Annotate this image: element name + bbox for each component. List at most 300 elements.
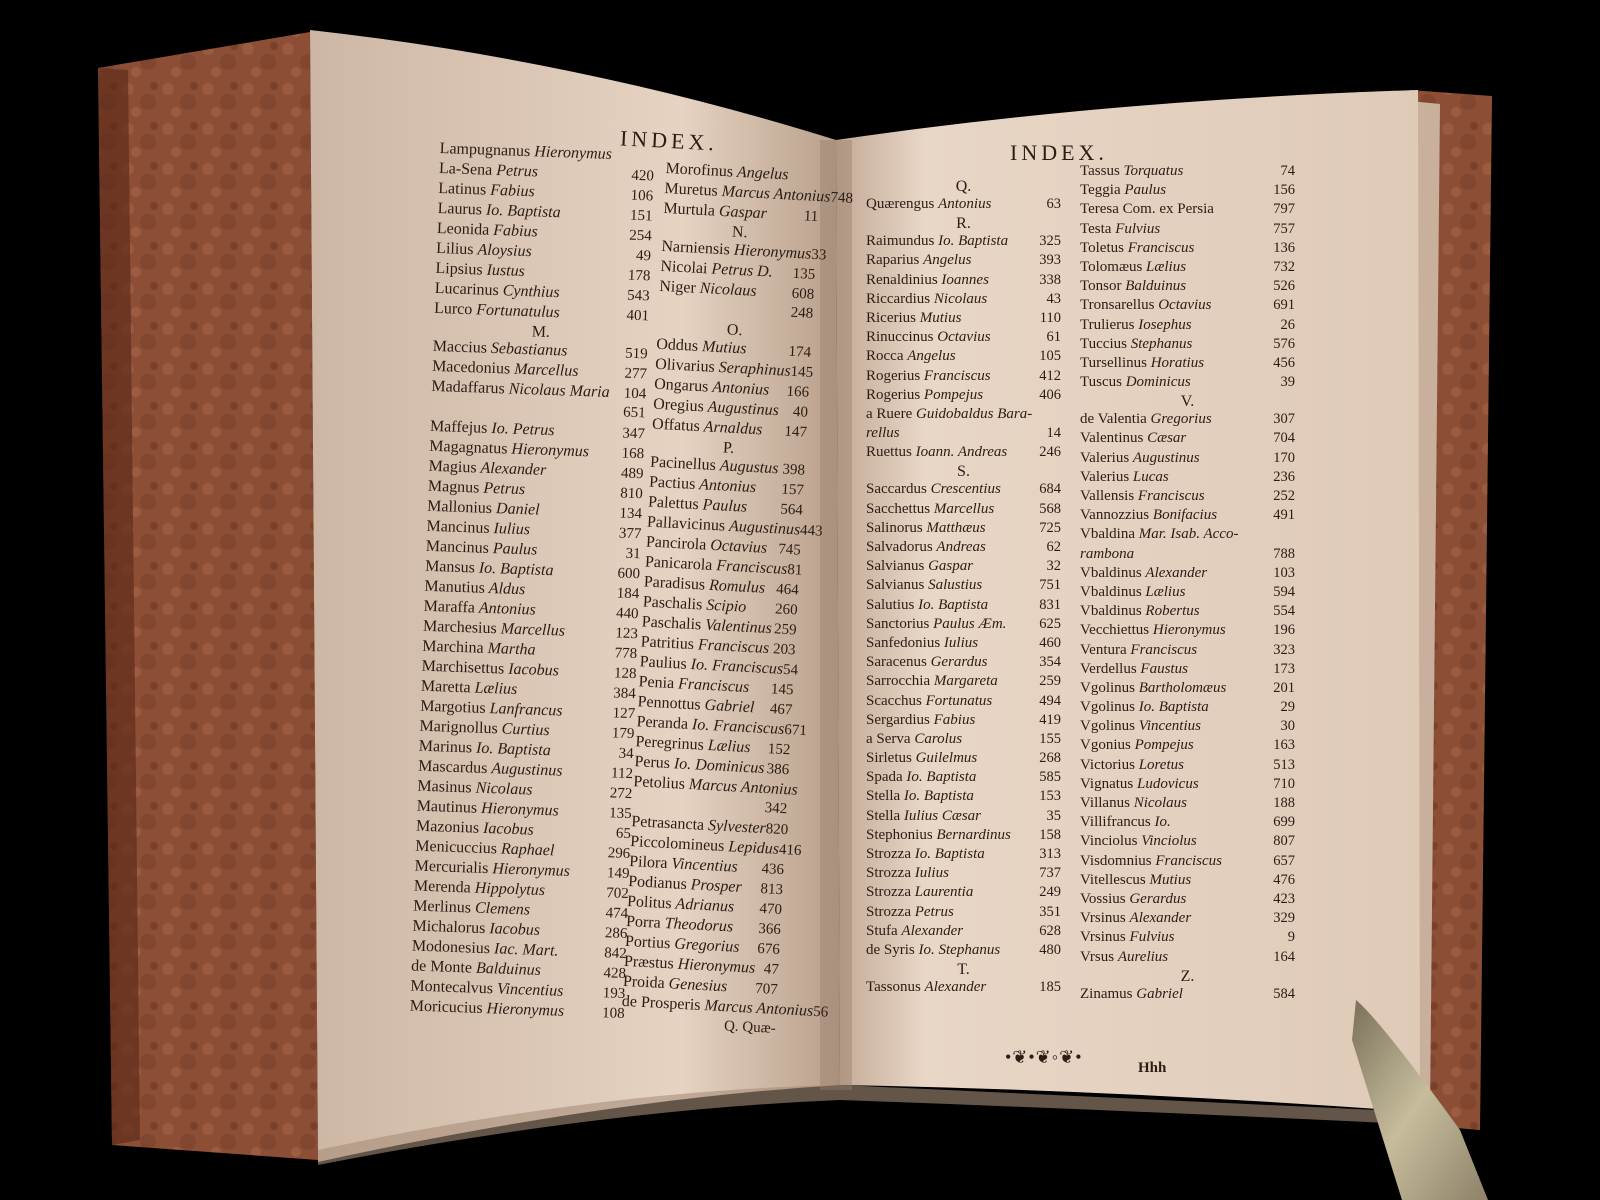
entry-surname: Vgonius [1080,737,1131,754]
entry-surname: Zinamus [1080,985,1133,1002]
entry-surname: Mazonius [415,817,480,837]
entry-surname: Stephonius [866,826,933,843]
entry-page-number: 338 [1039,271,1061,288]
entry-given-name: Octavius [709,536,768,557]
section-letter: T. [957,961,970,979]
entry-surname: Rinuccinus [866,329,934,346]
index-entry [866,387,1061,406]
entry-given-name: Iulius [914,865,949,882]
entry-given-name: Crescentius [930,481,1001,498]
index-entry [866,444,1061,463]
entry-given-name: Iosephus [1138,316,1192,333]
entry-page-number: 32 [1046,558,1061,575]
entry-surname: Visdomnius [1080,852,1152,869]
entry-surname: Leonida [436,219,490,239]
entry-surname: Vbaldinus [1080,583,1142,600]
entry-given-name: Hieronymus [677,955,756,977]
entry-page-number: 657 [1273,852,1295,869]
index-entry [1080,278,1295,297]
entry-page-number: 386 [766,761,790,779]
entry-given-name: Alexander [901,922,964,939]
entry-given-name: Iacobus [482,819,535,839]
entry-page-number: 56 [812,1003,829,1021]
index-entry [866,539,1061,558]
entry-surname: Vinciolus [1080,833,1138,850]
entry-surname: Olivarius [654,355,716,376]
entry-given-name: Iacobus [489,920,541,939]
entry-page-number: 149 [606,865,630,883]
entry-page-number: 491 [1273,507,1295,524]
entry-page-number: 354 [1039,654,1061,671]
entry-page-number: 193 [602,985,626,1002]
entry-given-name: Gerardus [1129,890,1187,907]
entry-surname: Vbaldinus [1080,603,1142,620]
entry-page-number: 323 [1273,641,1295,658]
entry-page-number: 178 [627,267,651,285]
section-letter: Q. [955,178,972,195]
entry-surname: Villanus [1080,795,1130,811]
entry-given-name: Robertus [1145,603,1200,620]
entry-page-number: 423 [1273,890,1295,907]
entry-page-number: 651 [622,404,646,422]
entry-given-name: Valentinus [704,616,773,638]
entry-surname: Vrsus [1080,948,1115,965]
entry-page-number: 185 [1039,979,1061,996]
entry-surname: Ruettus [866,444,912,461]
entry-surname: Tuccius [1080,335,1127,352]
entry-given-name: Vincentius [670,855,739,876]
entry-page-number: 106 [630,187,654,205]
index-entry [866,865,1061,884]
entry-given-name: Fabius [493,221,539,241]
index-entry [866,693,1061,712]
entry-surname: Strozza [866,846,911,862]
entry-page-number: 464 [775,581,800,599]
index-entry [866,712,1061,731]
right-column-2 [1080,163,1295,1005]
entry-page-number: 29 [1280,699,1295,716]
entry-page-number: 702 [606,885,630,903]
entry-page-number: 329 [1273,910,1295,927]
entry-page-number: 174 [788,343,812,361]
entry-given-name: Franciscus [1130,641,1198,658]
index-entry [866,310,1061,329]
entry-surname: Toletus [1080,239,1124,256]
entry-surname: Strozza [866,884,911,901]
entry-given-name: Marcus Antonius [704,997,814,1020]
entry-page-number: 476 [1273,871,1295,888]
entry-surname: Lampugnanus [439,140,531,161]
entry-given-name: Petrus [914,903,954,920]
entry-page-number: 54 [782,661,799,679]
entry-surname: Riccardius [866,290,931,307]
entry-page-number: 9 [1287,929,1295,946]
entry-surname: Patritius [640,633,695,654]
entry-given-name: Fabius [489,181,535,201]
entry-given-name: Alexander [480,459,547,479]
entry-page-number: 152 [767,741,791,759]
entry-given-name: Torquatus [1123,163,1184,179]
index-entry [1080,757,1295,776]
entry-given-name: Stephanus [1130,335,1193,352]
entry-given-name: Franciscus [697,636,770,658]
entry-page-number: 61 [1046,329,1061,346]
entry-page-number: 63 [1046,196,1061,212]
entry-given-name: Hieronymus [492,860,571,880]
index-entry [866,425,1061,444]
entry-page-number: 393 [1039,252,1061,269]
entry-given-name: Theodorus [664,914,734,936]
entry-page-number: 112 [610,765,634,783]
entry-surname: Rogerius [866,386,921,403]
entry-surname: Penia [638,673,675,693]
entry-surname: Podianus [627,873,688,894]
index-entry [1080,374,1295,393]
entry-page-number: 419 [1039,711,1061,728]
entry-surname: Sanfedonius [866,634,941,651]
entry-given-name: Gaspar [718,202,768,223]
entry-page-number: 594 [1273,583,1295,600]
entry-given-name: Petrus [495,161,539,181]
entry-surname: Stufa [866,922,898,939]
entry-page-number: 384 [613,685,637,703]
index-entry [1080,661,1295,680]
entry-surname: Pallavicinus [646,513,726,535]
entry-given-name: Balduinus [1125,278,1187,295]
entry-page-number: 842 [603,945,627,963]
entry-given-name: Andreas [936,539,986,555]
entry-given-name: Gregorius [673,935,740,956]
entry-page-number: 416 [778,841,802,860]
entry-given-name: Matthæus [926,519,986,536]
index-entry [1080,201,1295,220]
entry-page-number: 151 [629,207,653,225]
entry-surname: Latinus [438,179,487,199]
entry-surname: Mallonius [426,497,493,518]
entry-surname: Maccius [432,337,488,357]
entry-given-name: Dominicus [1125,374,1191,391]
section-letter: R. [956,215,971,233]
entry-page-number: 65 [615,825,632,843]
entry-surname: Moricucius [409,997,483,1018]
entry-surname: Maffejus [429,417,488,437]
entry-surname: Lilius [435,239,474,259]
index-entry [866,329,1061,348]
entry-page-number: 699 [1273,814,1295,831]
entry-surname: Paschalis [642,593,703,614]
entry-surname: Scacchus [866,692,922,709]
entry-given-name: Nicolaus [699,279,758,300]
entry-surname: Sacchettus [866,500,931,517]
entry-page-number: 43 [1046,290,1061,307]
entry-given-name: Carolus [914,730,963,747]
entry-page-number: 585 [1039,769,1061,786]
entry-surname: Ricerius [866,309,916,326]
index-entry [866,406,1061,425]
index-entry [1080,507,1295,526]
entry-surname: Vitellescus [1080,871,1146,888]
index-entry [866,520,1061,539]
entry-surname: Marignollus [419,717,498,738]
entry-surname: Paschalis [641,613,702,634]
entry-given-name: Hieronymus [486,1000,565,1020]
index-entry [866,368,1061,387]
entry-page-number: 170 [1273,449,1295,466]
entry-given-name: Nicolaus [1133,795,1188,811]
entry-page-number: 254 [628,227,653,245]
entry-surname: Tuscus [1080,374,1122,391]
entry-surname: Peregrinus [635,733,705,754]
index-entry [866,827,1061,846]
entry-surname: Vecchiettus [1080,622,1150,639]
entry-page-number: 778 [614,645,638,663]
entry-given-name: Martha [487,639,536,659]
entry-surname: Salinorus [866,519,923,536]
entry-page-number: 164 [1273,948,1295,965]
index-entry [1080,336,1295,355]
entry-surname: Perus [634,753,671,773]
entry-given-name: Gerardus [930,654,988,671]
section-letter: S. [957,463,970,481]
entry-given-name: Salustius [928,577,983,594]
section-letter: Z. [1180,967,1195,985]
entry-surname: Modonesius [411,937,491,958]
entry-surname: Ongarus [653,375,709,396]
entry-surname: Salvianus [866,577,925,594]
entry-page-number: 35 [1046,807,1061,824]
entry-given-name: Petrus [483,479,526,499]
entry-surname: Pactius [648,473,696,493]
entry-page-number: 748 [830,189,854,207]
entry-page-number: 377 [618,525,642,543]
entry-given-name: Hippolytus [474,879,546,900]
entry-given-name: Vincentius [496,980,564,1000]
entry-page-number: 272 [609,785,633,803]
entry-surname: Lucarinus [434,279,500,300]
entry-page-number: 584 [1273,985,1295,1002]
entry-page-number: 625 [1039,615,1061,632]
entry-surname: La-Sena [438,159,493,179]
entry-surname: Maraffa [423,597,476,617]
entry-given-name: Io. Dominicus [673,755,765,777]
entry-page-number: 554 [1273,603,1295,620]
entry-page-number: 103 [1273,564,1295,581]
entry-given-name: Daniel [495,500,540,519]
entry-page-number: 136 [1273,239,1295,256]
entry-page-number: 608 [791,285,815,303]
entry-surname: Tursellinus [1080,354,1147,371]
entry-surname: Salutius [866,596,915,613]
entry-surname: Salvadorus [866,539,933,555]
entry-page-number: 342 [764,800,788,818]
entry-page-number: 489 [620,465,644,483]
entry-surname: Mercurialis [414,857,489,878]
entry-page-number: 691 [1273,297,1295,314]
entry-given-name: Gabriel [1136,985,1183,1002]
entry-given-name: Iac. Mart. [493,940,559,960]
entry-given-name: Io. Franciscus [690,655,784,678]
entry-surname: Ventura [1080,641,1127,658]
entry-given-name: Paulus [702,496,748,516]
index-entry [866,291,1061,310]
index-entry [866,501,1061,520]
entry-page-number: 820 [765,821,789,839]
entry-surname: Portius [624,932,671,953]
entry-given-name: Paulus [492,540,538,559]
entry-page-number: 428 [603,965,627,982]
index-entry [866,788,1061,807]
index-entry [1080,814,1295,833]
entry-surname: Merenda [413,877,472,897]
entry-surname: Vbaldina [1080,526,1135,543]
entry-page-number: 184 [616,585,640,603]
entry-given-name: Ioann. Andreas [915,444,1008,461]
entry-page-number: 440 [615,605,639,623]
entry-page-number: 105 [1039,348,1061,365]
entry-surname: Lurco [433,299,473,319]
entry-page-number: 412 [1039,367,1061,384]
entry-page-number: 158 [1039,826,1061,843]
entry-surname: Saccardus [866,481,927,498]
entry-given-name: Io. Baptista [918,596,989,613]
entry-given-name: Aurelius [1117,948,1169,965]
index-entry [866,654,1061,673]
entry-surname: Tassus [1080,163,1120,179]
entry-given-name: rellus [866,425,900,442]
index-entry [1080,526,1295,545]
entry-page-number: 704 [1273,430,1295,447]
entry-surname: Valerius [1080,449,1130,466]
entry-page-number: 201 [1273,679,1295,696]
entry-surname: Renaldinius [866,271,938,288]
entry-page-number: 401 [626,307,650,325]
entry-given-name: Sylvester [707,817,767,838]
entry-surname: Murtula [663,199,716,220]
entry-page-number: 398 [782,461,806,479]
entry-page-number: 467 [769,701,793,719]
index-entry [1080,642,1295,661]
index-entry [1080,259,1295,278]
entry-page-number: 296 [607,845,631,863]
entry-surname: Narniensis [661,237,731,259]
entry-page-number: 108 [601,1005,625,1022]
entry-page-number: 252 [1273,488,1295,504]
entry-given-name: Io. Baptista [906,769,977,786]
entry-page-number: 74 [1280,163,1295,179]
entry-given-name: Augustus [719,457,779,478]
index-entry [1080,603,1295,622]
entry-page-number: 123 [615,625,639,643]
index-entry [1080,469,1295,488]
entry-surname: Pacinellus [649,453,717,475]
index-entry [1080,488,1295,507]
entry-page-number: 277 [624,365,648,383]
entry-surname: Menicuccius [415,837,498,858]
entry-given-name: Octavius [1158,297,1212,314]
entry-page-number: 813 [760,880,784,899]
entry-given-name: Pompejus [1134,737,1194,754]
entry-given-name: Ioannes [941,271,989,288]
entry-surname: Raimundus [866,233,935,250]
index-entry [1080,718,1295,737]
entry-page-number: 26 [1280,316,1295,333]
index-entry [1080,776,1295,795]
right-page-heading: INDEX. [1010,140,1108,165]
entry-given-name: Clemens [474,899,531,919]
index-entry [866,616,1061,635]
entry-given-name: Io. Stephanus [918,941,1001,958]
entry-given-name: Franciscus [923,367,991,384]
entry-surname: Peranda [636,713,689,733]
entry-surname: Manutius [424,577,486,597]
entry-surname: Testa [1080,220,1112,237]
entry-given-name: Lucas [1132,468,1169,485]
entry-surname: Paradisus [643,573,706,594]
entry-page-number: 259 [773,621,797,639]
entry-given-name: Raphael [500,840,555,860]
entry-given-name: Petrus D. [711,260,774,281]
entry-given-name: Fabius [933,711,976,728]
entry-given-name: Lælius [474,679,518,699]
entry-given-name: Mutius [919,309,962,326]
entry-page-number: 788 [1273,545,1295,562]
entry-given-name: Cæsar [1147,430,1187,447]
entry-surname: Masinus [417,777,472,797]
entry-surname: Mancinus [425,537,490,557]
index-entry [1080,163,1295,182]
entry-page-number: 286 [604,925,628,943]
entry-page-number: 676 [756,940,781,959]
entry-page-number: 628 [1039,922,1061,939]
entry-surname: Magius [428,457,477,477]
index-entry [866,846,1061,865]
entry-given-name: Lælius [707,737,751,757]
entry-surname: Sergardius [866,711,930,728]
entry-page-number: 807 [1273,833,1295,850]
entry-page-number: 259 [1039,673,1061,690]
entry-surname: Mautinus [416,797,478,817]
entry-page-number: 128 [613,665,637,683]
entry-given-name: Ludovicus [1137,775,1199,792]
entry-page-number: 568 [1039,500,1061,517]
index-entry [1080,929,1295,948]
entry-page-number: 737 [1039,865,1061,882]
entry-given-name: Lælius [1146,258,1187,275]
entry-page-number: 173 [1273,660,1295,677]
entry-page-number: 145 [790,363,814,381]
entry-page-number: 166 [786,383,810,401]
entry-surname: Salvianus [866,558,925,575]
entry-surname: Sanctorius [866,615,930,632]
entry-page-number: 671 [783,721,808,740]
section-letter: O. [726,321,743,340]
index-entry [1080,986,1295,1005]
entry-page-number: 145 [770,681,794,699]
entry-page-number: 168 [621,445,645,463]
entry-page-number: 33 [810,246,827,264]
index-entry [866,904,1061,923]
entry-given-name: Vincentius [1138,718,1201,735]
index-entry [866,808,1061,827]
entry-page-number: 196 [1273,622,1295,639]
entry-given-name: Franciscus [1127,239,1195,256]
entry-surname: Michalorus [412,917,486,938]
entry-page-number: 104 [623,385,647,403]
entry-page-number: 347 [622,425,646,443]
entry-given-name: Iacobus [507,660,560,680]
entry-page-number: 725 [1039,519,1061,536]
index-entry [866,558,1061,577]
